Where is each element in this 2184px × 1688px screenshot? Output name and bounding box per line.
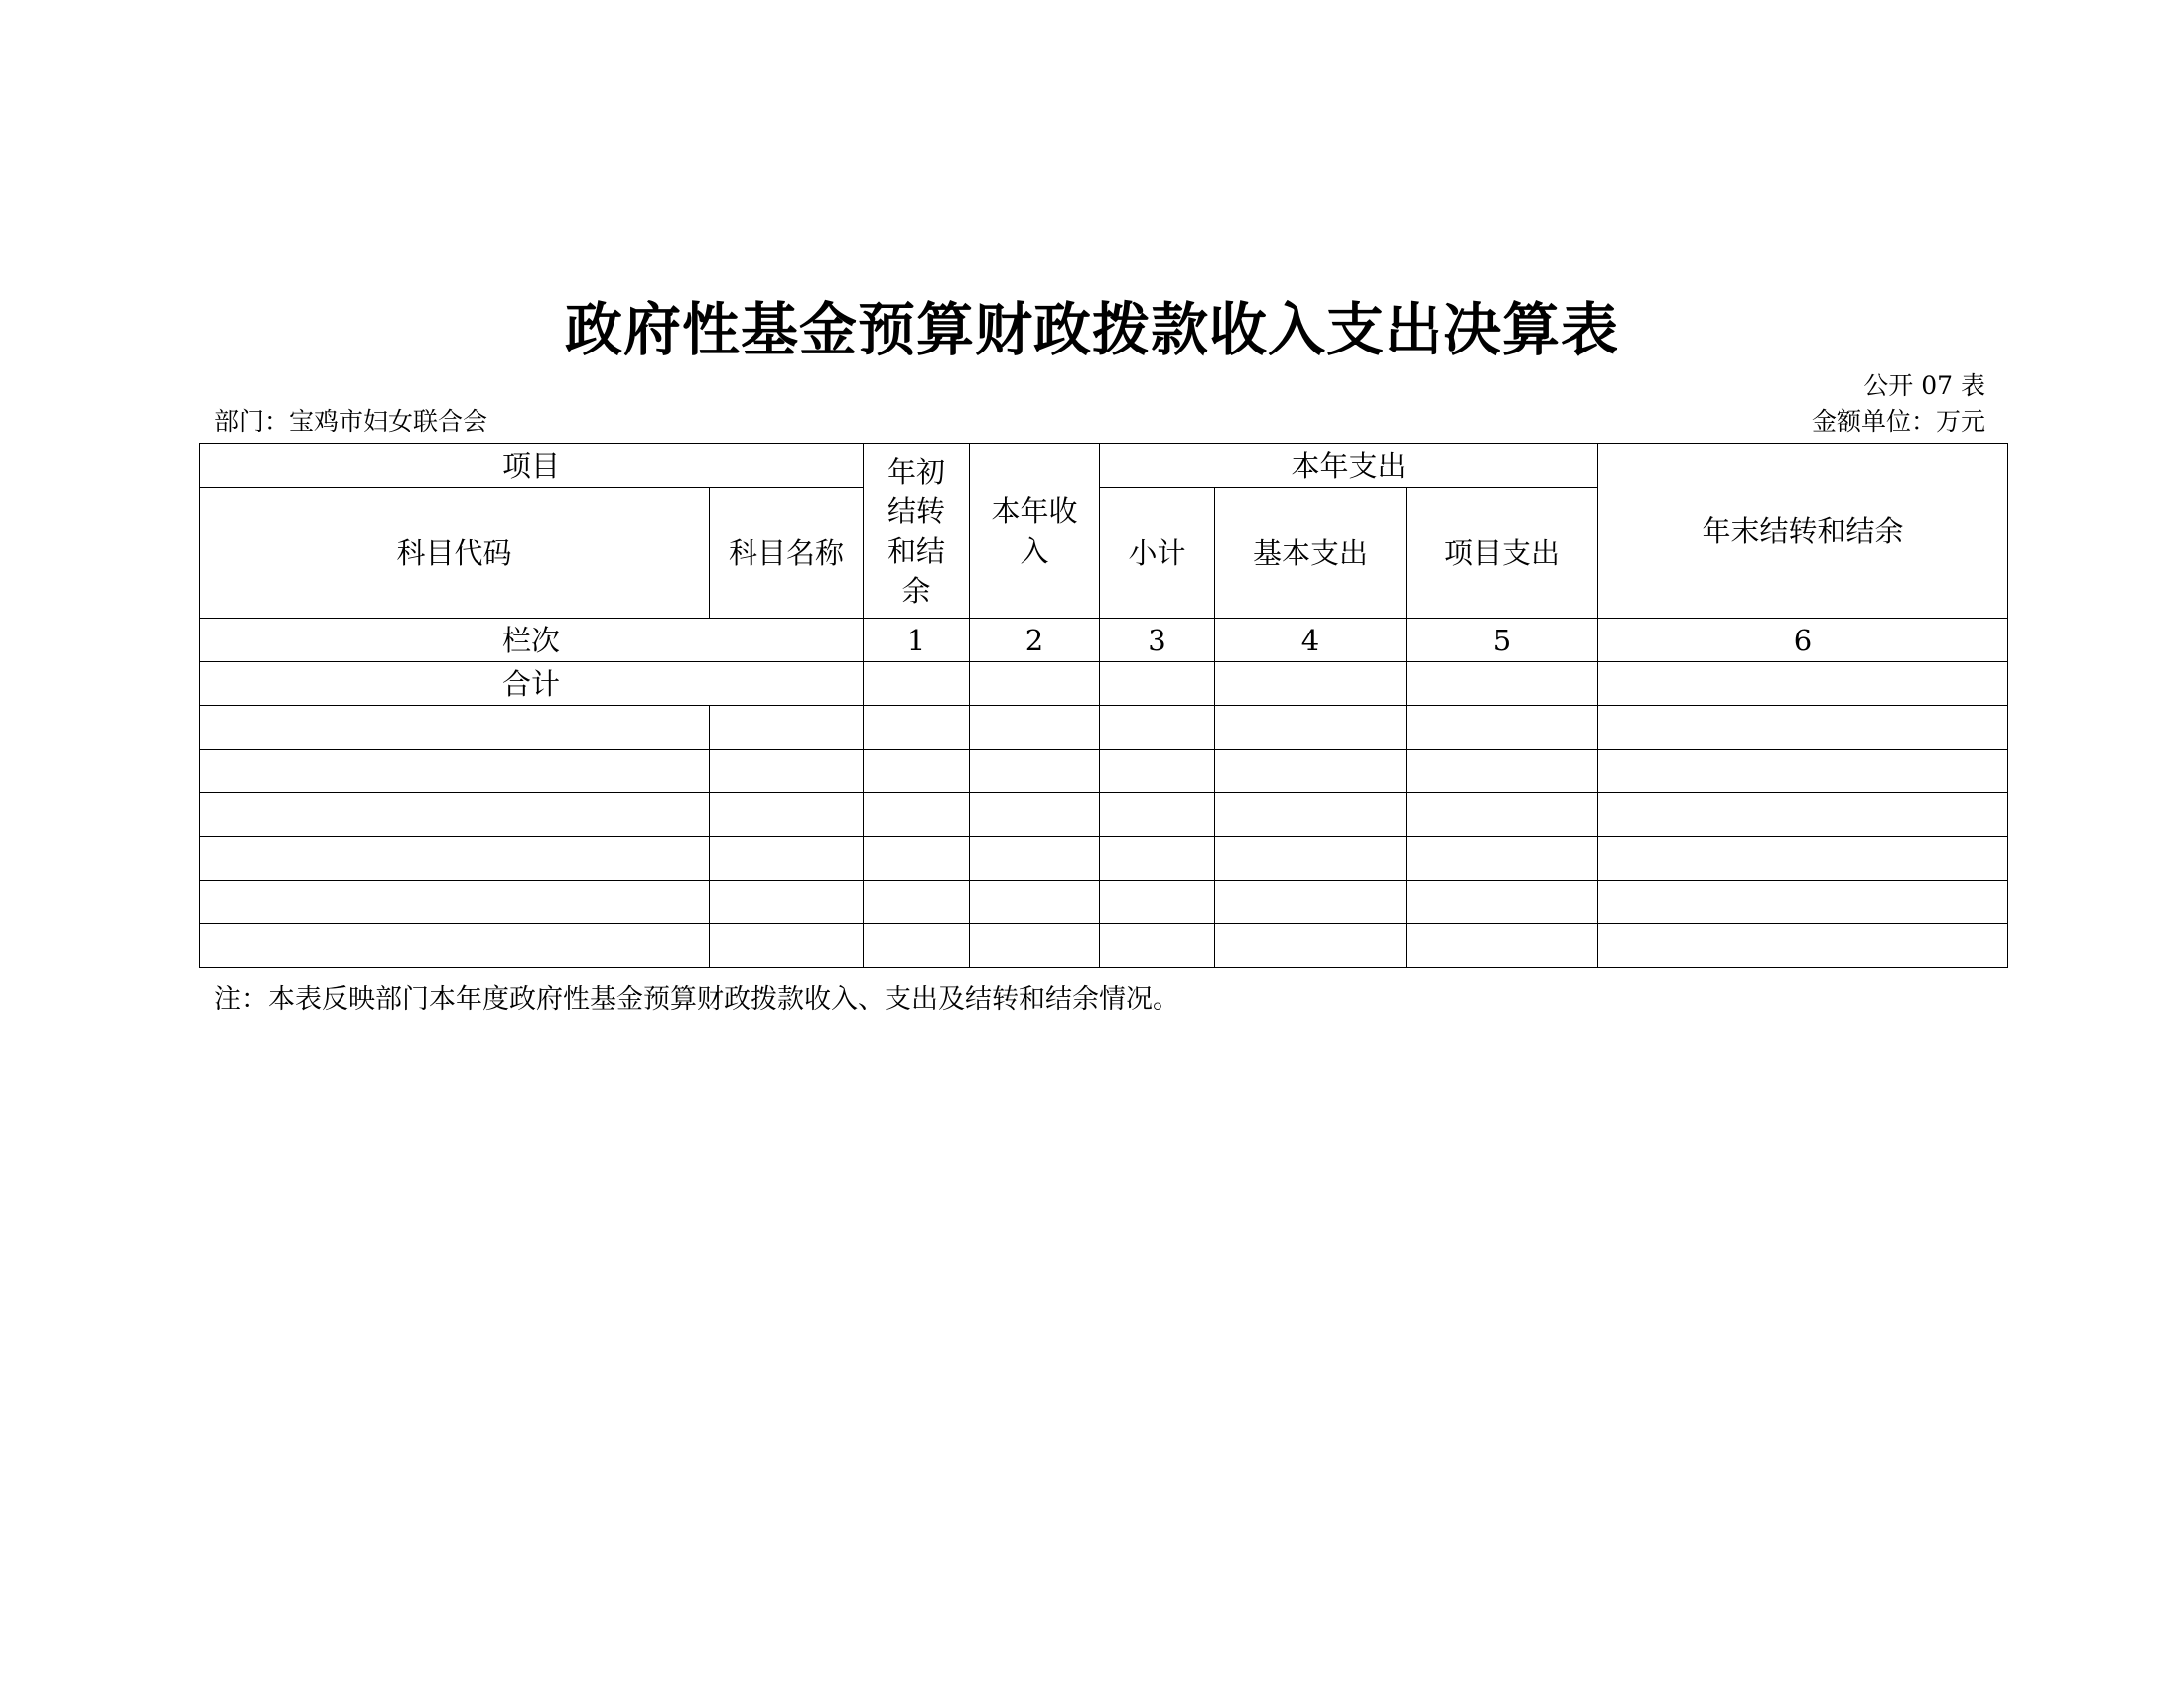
header-subject-name: 科目名称 [710, 488, 864, 619]
table-cell [200, 750, 710, 793]
table-cell [710, 881, 864, 924]
table-cell [1100, 837, 1215, 881]
table-cell [1407, 924, 1598, 968]
table-cell [970, 837, 1100, 881]
table-note: 注：本表反映部门本年度政府性基金预算财政拨款收入、支出及结转和结余情况。 [214, 984, 1179, 1015]
header-current-expenditure: 本年支出 [1100, 444, 1598, 488]
table-cell [200, 706, 710, 750]
table-cell [1215, 706, 1407, 750]
amount-unit-label: 金额单位：万元 [1811, 407, 1985, 436]
column-number: 6 [1598, 619, 2008, 662]
table-cell [200, 924, 710, 968]
table-cell [1215, 750, 1407, 793]
header-item: 项目 [200, 444, 864, 488]
table-cell [1407, 837, 1598, 881]
column-number: 3 [1100, 619, 1215, 662]
total-label: 合计 [200, 662, 864, 706]
table-cell [970, 881, 1100, 924]
table-cell [1100, 750, 1215, 793]
header-subject-code: 科目代码 [200, 488, 710, 619]
table-cell [864, 924, 970, 968]
table-cell [864, 837, 970, 881]
total-row [200, 662, 2008, 706]
table-cell [1407, 881, 1598, 924]
table-cell [1598, 750, 2008, 793]
table-cell [970, 793, 1100, 837]
table-row [200, 837, 2008, 881]
table-row [200, 793, 2008, 837]
column-number: 2 [970, 619, 1100, 662]
table-cell [1598, 924, 2008, 968]
table-cell [710, 750, 864, 793]
table-cell [710, 837, 864, 881]
table-cell [970, 750, 1100, 793]
table-cell [864, 793, 970, 837]
table-cell [200, 881, 710, 924]
table-row [200, 750, 2008, 793]
table-row [200, 706, 2008, 750]
table-cell [1100, 924, 1215, 968]
table-cell [1598, 837, 2008, 881]
table-cell [1598, 881, 2008, 924]
table-cell [1215, 837, 1407, 881]
table-cell [1598, 793, 2008, 837]
table-cell [1100, 793, 1215, 837]
table-cell [1407, 706, 1598, 750]
total-cell [1407, 662, 1598, 706]
header-ending-balance: 年末结转和结余 [1598, 444, 2008, 619]
table-cell [864, 706, 970, 750]
column-number-label: 栏次 [200, 619, 864, 662]
table-cell [864, 750, 970, 793]
header-basic-expenditure: 基本支出 [1215, 488, 1407, 619]
column-number: 1 [864, 619, 970, 662]
column-number: 4 [1215, 619, 1407, 662]
table-cell [1100, 706, 1215, 750]
table-cell [710, 793, 864, 837]
total-cell [970, 662, 1100, 706]
table-cell [710, 924, 864, 968]
header-opening-balance: 年初结转和结余 [864, 444, 970, 619]
page-title: 政府性基金预算财政拨款收入支出决算表 [564, 296, 1619, 363]
header-project-expenditure: 项目支出 [1407, 488, 1598, 619]
total-cell [1598, 662, 2008, 706]
table-cell [970, 706, 1100, 750]
table-cell [1215, 793, 1407, 837]
table-cell [1215, 924, 1407, 968]
department-label: 部门：宝鸡市妇女联合会 [214, 407, 488, 436]
budget-table [199, 443, 2008, 968]
table-cell [200, 837, 710, 881]
table-cell [970, 924, 1100, 968]
total-cell [864, 662, 970, 706]
header-subtotal: 小计 [1100, 488, 1215, 619]
table-row [200, 881, 2008, 924]
total-cell [1215, 662, 1407, 706]
column-number-row [200, 619, 2008, 662]
table-cell [1100, 881, 1215, 924]
header-row-1 [200, 444, 2008, 488]
column-number: 5 [1407, 619, 1598, 662]
form-number: 公开 07 表 [1863, 371, 1985, 400]
table-cell [1407, 793, 1598, 837]
table-cell [710, 706, 864, 750]
table-row [200, 924, 2008, 968]
table-cell [864, 881, 970, 924]
table-cell [1407, 750, 1598, 793]
table-cell [200, 793, 710, 837]
table-cell [1215, 881, 1407, 924]
header-current-income: 本年收入 [970, 444, 1100, 619]
total-cell [1100, 662, 1215, 706]
table-cell [1598, 706, 2008, 750]
